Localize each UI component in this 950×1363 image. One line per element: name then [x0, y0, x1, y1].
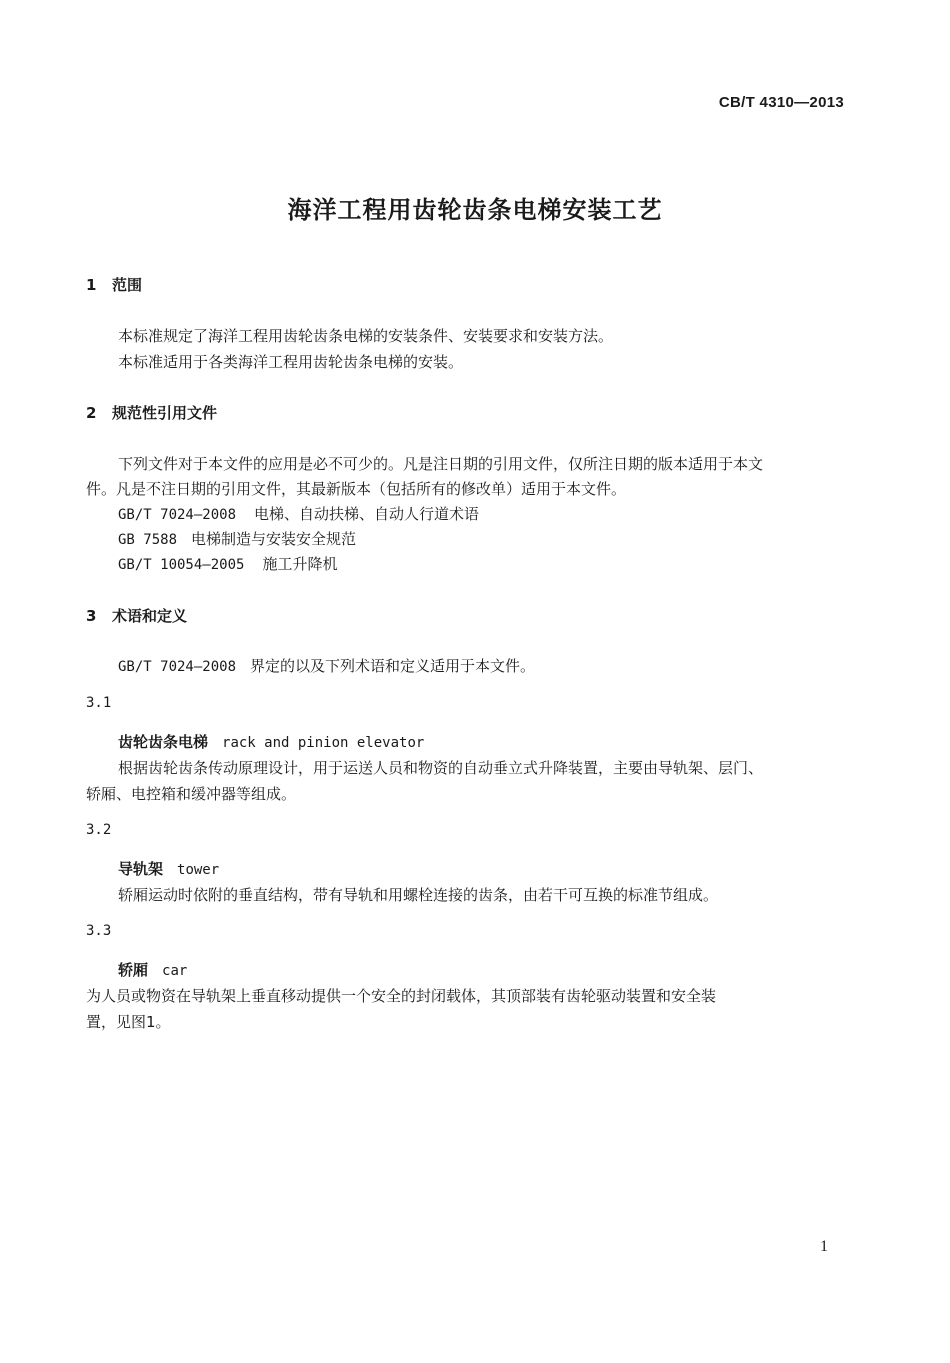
reference-code: GB/T 10054—2005: [118, 557, 245, 573]
scope-paragraph-2: 本标准适用于各类海洋工程用齿轮齿条电梯的安装。: [118, 353, 464, 371]
term-definition-line-2: 轿厢、电控箱和缓冲器等组成。: [86, 785, 297, 803]
reference-item: [118, 553, 337, 574]
term-chinese: 轿厢: [118, 961, 149, 979]
section-title: 规范性引用文件: [112, 404, 218, 422]
references-intro-line-1: 下列文件对于本文件的应用是必不可少的。凡是注日期的引用文件，仅所注日期的版本适用于本文: [118, 455, 764, 473]
reference-name: 电梯、自动扶梯、自动人行道术语: [254, 505, 480, 523]
term-definition-line-2: 置，见图1。: [86, 1013, 171, 1031]
section-heading-normative-references: [86, 402, 217, 423]
term-entry: [118, 959, 187, 980]
term-english: car: [162, 963, 188, 979]
reference-code: GB/T 7024—2008: [118, 507, 237, 523]
clause-number: 3.1: [86, 695, 112, 711]
reference-item: [118, 503, 479, 524]
clause-number: 3.3: [86, 923, 112, 939]
standard-number: CB/T 4310—2013: [718, 94, 844, 111]
section-title: 范围: [112, 276, 143, 294]
terms-intro: [118, 655, 535, 676]
term-definition-line-1: 根据齿轮齿条传动原理设计，用于运送人员和物资的自动垂立式升降装置，主要由导轨架、层门、: [118, 759, 764, 777]
page-number: 1: [820, 1238, 828, 1255]
reference-item: [118, 528, 356, 549]
section-number: 1: [86, 276, 97, 294]
references-intro-line-2: 件。凡是不注日期的引用文件，其最新版本（包括所有的修改单）适用于本文件。: [86, 480, 627, 498]
term-english: rack and pinion elevator: [222, 735, 425, 751]
term-definition-line-1: 为人员或物资在导轨架上垂直移动提供一个安全的封闭载体，其顶部装有齿轮驱动装置和安全装: [86, 987, 717, 1005]
clause-number: 3.2: [86, 822, 112, 838]
term-entry: [118, 858, 219, 879]
section-number: 3: [86, 607, 97, 625]
scope-paragraph-1: 本标准规定了海洋工程用齿轮齿条电梯的安装条件、安装要求和安装方法。: [118, 327, 614, 345]
reference-code: GB 7588: [118, 532, 178, 548]
section-heading-scope: [86, 274, 142, 295]
term-chinese: 齿轮齿条电梯: [118, 733, 209, 751]
term-definition-line-1: 轿厢运动时依附的垂直结构，带有导轨和用螺栓连接的齿条，由若干可互换的标准节组成。: [118, 886, 719, 904]
document-title: 海洋工程用齿轮齿条电梯安装工艺: [287, 196, 663, 224]
term-chinese: 导轨架: [118, 860, 164, 878]
reference-name: 施工升降机: [262, 555, 338, 573]
terms-intro-text: 界定的以及下列术语和定义适用于本文件。: [250, 657, 536, 675]
terms-intro-code: GB/T 7024—2008: [118, 659, 237, 675]
section-heading-terms: [86, 605, 187, 626]
section-number: 2: [86, 404, 97, 422]
section-title: 术语和定义: [112, 607, 188, 625]
reference-name: 电梯制造与安装安全规范: [191, 530, 357, 548]
term-entry: [118, 731, 424, 752]
term-english: tower: [177, 862, 220, 878]
